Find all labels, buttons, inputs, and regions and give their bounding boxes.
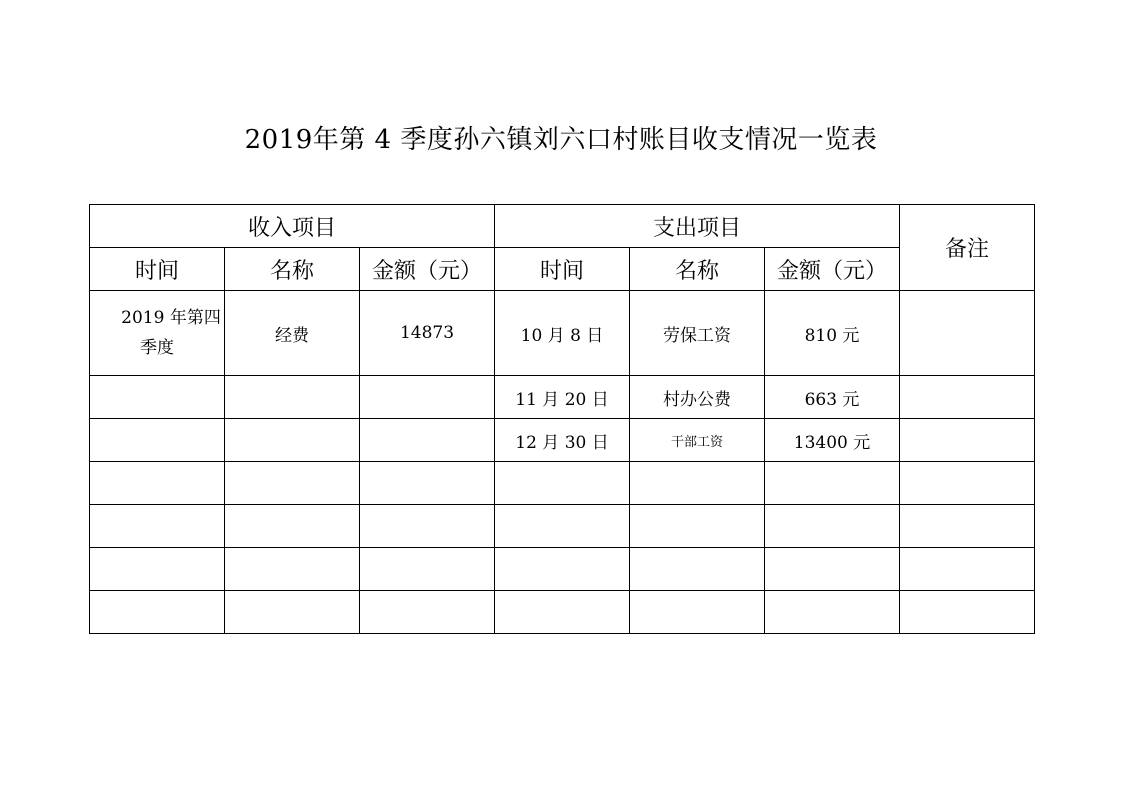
note-cell — [900, 419, 1035, 462]
expense-amount-cell: 13400 元 — [765, 419, 900, 462]
income-amount-cell — [360, 462, 495, 505]
table-row — [90, 591, 1035, 634]
expense-time-cell: 11 月 20 日 — [495, 376, 630, 419]
column-header-row — [90, 248, 1035, 291]
expense-amount-cell: 663 元 — [765, 376, 900, 419]
expense-amount-header: 金额（元） — [765, 248, 900, 291]
expense-name-cell — [630, 591, 765, 634]
expense-time-cell — [495, 548, 630, 591]
expense-name-cell — [630, 505, 765, 548]
income-time-cell — [90, 419, 225, 462]
note-cell — [900, 591, 1035, 634]
expense-time-cell — [495, 591, 630, 634]
note-cell — [900, 376, 1035, 419]
note-cell — [900, 462, 1035, 505]
document-title: 2019年第 4 季度孙六镇刘六口村账目收支情况一览表 — [244, 125, 878, 155]
note-cell — [900, 548, 1035, 591]
income-time-cell — [90, 462, 225, 505]
table-row — [90, 462, 1035, 505]
expense-amount-cell — [765, 462, 900, 505]
income-time-cell — [90, 505, 225, 548]
income-group-header: 收入项目 — [90, 205, 495, 248]
expense-amount-cell — [765, 505, 900, 548]
expense-amount-cell — [765, 548, 900, 591]
income-name-cell — [225, 548, 360, 591]
expense-name-header: 名称 — [630, 248, 765, 291]
table-row — [90, 419, 1035, 462]
table-row — [90, 505, 1035, 548]
income-amount-cell — [360, 419, 495, 462]
income-name-cell — [225, 505, 360, 548]
income-time-cell — [90, 591, 225, 634]
note-cell — [900, 505, 1035, 548]
expense-time-cell: 12 月 30 日 — [495, 419, 630, 462]
income-amount-cell — [360, 505, 495, 548]
income-name-cell: 经费 — [225, 291, 360, 376]
income-name-cell — [225, 376, 360, 419]
expense-amount-cell: 810 元 — [765, 291, 900, 376]
group-header-row — [90, 205, 1035, 248]
income-time-header: 时间 — [90, 248, 225, 291]
expense-time-cell — [495, 505, 630, 548]
income-amount-cell — [360, 376, 495, 419]
expense-name-cell: 干部工资 — [630, 419, 765, 462]
table-row — [90, 376, 1035, 419]
income-name-cell — [225, 419, 360, 462]
income-time-cell — [90, 376, 225, 419]
expense-name-cell — [630, 548, 765, 591]
note-header: 备注 — [900, 205, 1035, 291]
income-amount-cell: 14873 — [360, 291, 495, 376]
income-name-header: 名称 — [225, 248, 360, 291]
income-amount-cell — [360, 548, 495, 591]
income-amount-header: 金额（元） — [360, 248, 495, 291]
expense-group-header: 支出项目 — [495, 205, 900, 248]
income-name-cell — [225, 591, 360, 634]
income-time-text: 2019 年第四季度 — [121, 308, 221, 358]
ledger-table — [89, 204, 1035, 634]
income-time-cell — [90, 548, 225, 591]
expense-name-cell: 劳保工资 — [630, 291, 765, 376]
expense-time-header: 时间 — [495, 248, 630, 291]
note-cell — [900, 291, 1035, 376]
expense-name-cell — [630, 462, 765, 505]
expense-amount-cell — [765, 591, 900, 634]
table-row — [90, 548, 1035, 591]
expense-time-cell — [495, 462, 630, 505]
expense-name-cell: 村办公费 — [630, 376, 765, 419]
income-amount-cell — [360, 591, 495, 634]
income-time-cell — [90, 291, 225, 376]
income-name-cell — [225, 462, 360, 505]
expense-time-cell: 10 月 8 日 — [495, 291, 630, 376]
table-row — [90, 291, 1035, 376]
